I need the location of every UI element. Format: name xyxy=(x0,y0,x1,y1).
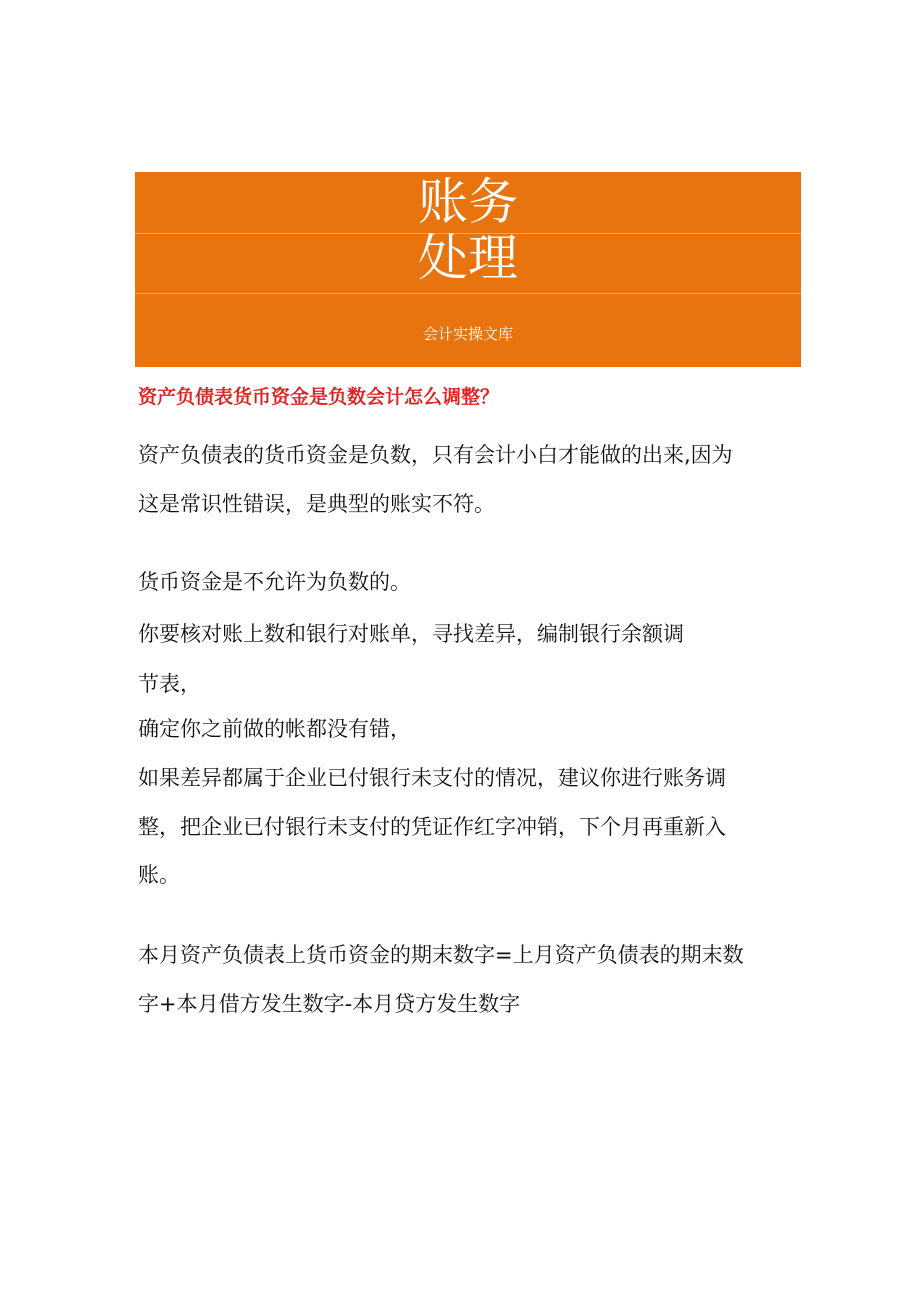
body-line: 这是常识性错误，是典型的账实不符。 xyxy=(138,492,495,516)
body-line: 账。 xyxy=(138,863,180,887)
article-headline: 资产负债表货币资金是负数会计怎么调整？ xyxy=(138,386,500,408)
banner-subtitle: 会计实操文库 xyxy=(422,325,513,343)
body-line: 货币资金是不允许为负数的。 xyxy=(138,570,411,594)
body-line: 整，把企业已付银行未支付的凭证作红字冲销，下个月再重新入 xyxy=(138,815,726,839)
header-banner xyxy=(135,172,801,367)
body-line: 节表， xyxy=(138,672,201,696)
body-line: 字+本月借方发生数字-本月贷方发生数字 xyxy=(138,992,521,1016)
body-line: 资产负债表的货币资金是负数，只有会计小白才能做的出来,因为 xyxy=(138,443,733,467)
body-line: 如果差异都属于企业已付银行未支付的情况，建议你进行账务调 xyxy=(138,766,726,790)
banner-title-line-1: 账务 xyxy=(418,173,518,231)
banner-title-line-2: 处理 xyxy=(418,229,518,287)
body-line: 本月资产负债表上货币资金的期末数字=上月资产负债表的期末数 xyxy=(138,943,744,967)
body-line: 你要核对账上数和银行对账单，寻找差异，编制银行余额调 xyxy=(138,622,684,646)
body-line: 确定你之前做的帐都没有错， xyxy=(138,717,411,741)
banner-divider xyxy=(135,293,801,294)
